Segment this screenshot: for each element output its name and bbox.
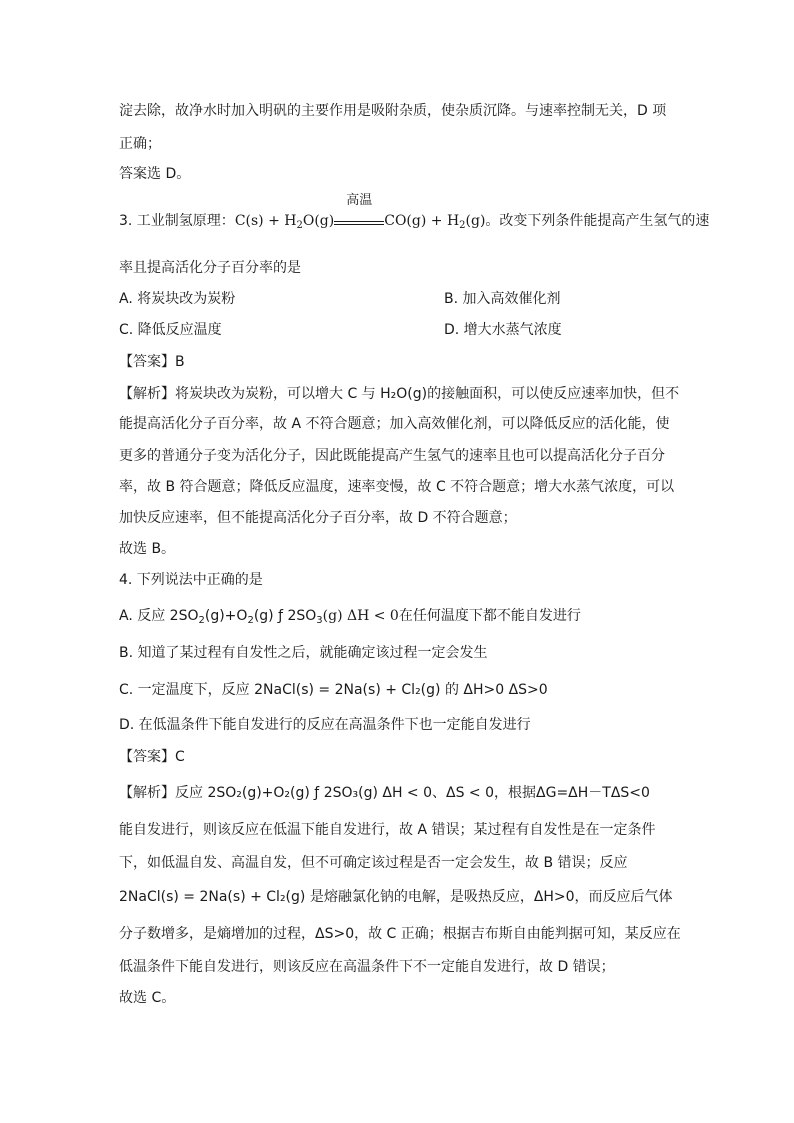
q3-suffix: 。改变下列条件能提高产生氢气的速 [485,213,710,229]
prev-analysis-line-1: 淀去除，故净水时加入明矾的主要作用是吸附杂质，使杂质沉降。与速率控制无关，D 项 [119,103,667,119]
prev-answer-choice: 答案选 D。 [119,166,191,182]
q3-eq-right: $CO(g) + H_2(g)$ [384,213,486,231]
q4-option-d: D. 在低温条件下能自发进行的反应在高温条件下也一定能自发进行 [119,717,531,733]
q4-analysis-line-4: 2NaCl(s) = 2Na(s) + Cl₂(g) 是熔融氯化钠的电解，是吸热反应，ΔH>0，而反应后气体 [119,889,673,905]
q4-analysis-line-3: 下，如低温自发、高温自发，但不可确定该过程是否一定会发生，故 B 错误；反应 [119,855,628,871]
q3-analysis-line-3: 更多的普通分子变为活化分子，因此既能提高产生氢气的速率且也可以提高活化分子百分 [119,448,665,464]
q3-option-a: A. 将炭块改为炭粉 [119,291,236,307]
q3-analysis-line-2: 能提高活化分子百分率，故 A 不符合题意；加入高效催化剂，可以降低反应的活化能，使 [119,416,670,432]
q3-prefix: 3. 工业制氢原理： [119,213,235,229]
q3-stem [119,193,710,231]
q4-analysis-line-1: 【解析】反应 2SO₂(g)+O₂(g) ƒ 2SO₃(g) ΔH < 0、ΔS < 0，根据ΔG=ΔH－TΔS<0 [119,785,650,801]
q3-analysis-line-5: 加快反应速率，但不能提高活化分子百分率，故 D 不符合题意； [119,510,517,526]
q4-option-a: A. 反应 $2SO_2(g)+O_2(g)$ ƒ $2SO_3(g) \Delta H < 0$在任何温度下都不能自发进行 [119,608,581,626]
q3-answer: 【答案】B [119,354,185,370]
q3-condition-arrow [334,193,384,225]
q3-analysis-line-4: 率，故 B 符合题意；降低反应温度，速率变慢，故 C 不符合题意；增大水蒸气浓度，可以 [119,479,675,495]
q4-option-c: C. 一定温度下，反应 2NaCl(s) = 2Na(s) + Cl₂(g) 的 ΔH>0 ΔS>0 [119,682,548,698]
prev-analysis-line-2: 正确； [119,136,161,152]
q3-eq-left: $C(s) + H_2O(g)$ [234,213,335,231]
q3-analysis-line-1: 【解析】将炭块改为炭粉，可以增大 C 与 H₂O(g)的接触面积，可以使反应速率加快，但不 [119,386,680,402]
q4-stem: 4. 下列说法中正确的是 [119,572,263,588]
q3-choose: 故选 B。 [119,541,176,557]
q3-condition-label: 高温 [346,193,373,208]
q3-option-c: C. 降低反应温度 [119,322,222,338]
q4-option-b: B. 知道了某过程有自发性之后，就能确定该过程一定会发生 [119,645,488,661]
q4-choose: 故选 C。 [119,990,176,1006]
q4-analysis-line-6: 低温条件下能自发进行，则该反应在高温条件下不一定能自发进行，故 D 错误； [119,959,615,975]
q4-answer: 【答案】C [119,749,185,765]
q3-stem-line-2: 率且提高活化分子百分率的是 [119,260,301,276]
q3-option-d: D. 增大水蒸气浓度 [444,322,562,338]
q4-analysis-line-5: 分子数增多，是熵增加的过程，ΔS>0，故 C 正确；根据吉布斯自由能判据可知，某反应在 [119,926,681,942]
q3-option-b: B. 加入高效催化剂 [444,291,561,307]
q4-analysis-line-2: 能自发进行，则该反应在低温下能自发进行，故 A 错误；某过程有自发性是在一定条件 [119,822,656,838]
